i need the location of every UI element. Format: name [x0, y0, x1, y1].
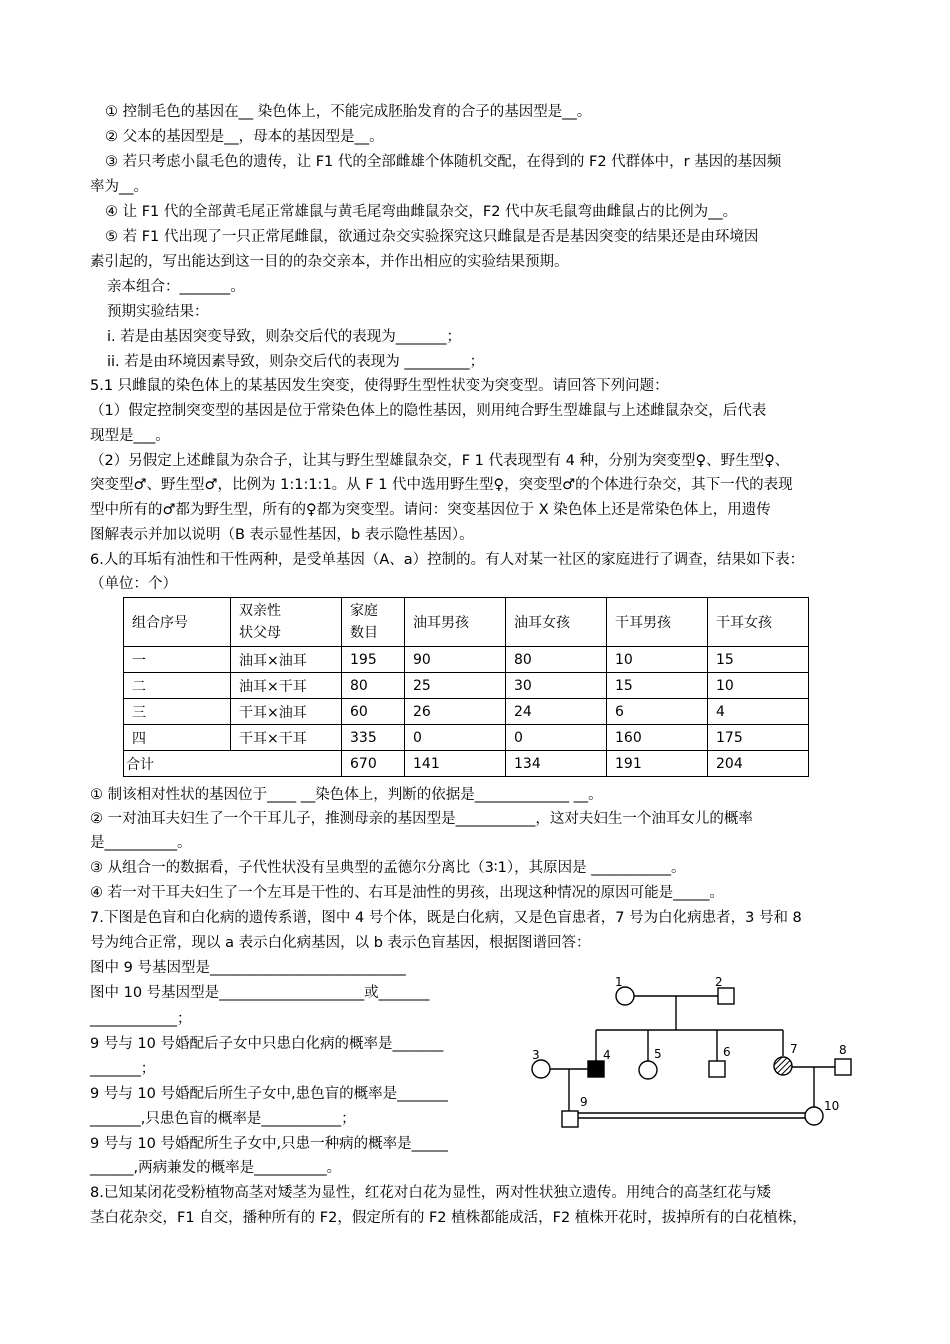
- table-cell: 335: [342, 725, 405, 751]
- text-line: 现型是___。: [90, 428, 170, 444]
- text-line: 型中所有的♂都为野生型，所有的♀都为突变型。请问：突变基因位于 X 染色体上还是常染色体上，用遗传: [90, 502, 771, 518]
- pedigree-label: 3: [532, 1048, 540, 1062]
- text-line: _______,只患色盲的概率是___________；: [90, 1111, 356, 1127]
- table-cell: 24: [506, 699, 607, 725]
- table-cell: 10: [607, 647, 708, 673]
- text-line: 亲本组合：_______。: [107, 279, 245, 295]
- text-line: ④ 让 F1 代的全部黄毛尾正常雄鼠与黄毛尾弯曲雌鼠杂交，F2 代中灰毛鼠弯曲雌鼠占的比例为__。: [105, 204, 738, 220]
- text-line: i. 若是由基因突变导致，则杂交后代的表现为_______；: [107, 329, 461, 345]
- text-line: ④ 若一对干耳夫妇生了一个左耳是干性的、右耳是油性的男孩，出现这种情况的原因可能是_____。: [90, 885, 724, 901]
- table-cell: 一: [124, 647, 231, 673]
- table-cell: 80: [506, 647, 607, 673]
- pedigree-label: 10: [824, 1099, 840, 1113]
- pedigree-male-2: [718, 988, 734, 1004]
- table-total-row: [124, 751, 809, 777]
- table-cell: 30: [506, 673, 607, 699]
- text-line: ③ 若只考虑小鼠毛色的遗传，让 F1 代的全部雌雄个体随机交配，在得到的 F2 代群体中，r 基因的基因频: [105, 154, 782, 170]
- table-header-cell: 干耳女孩: [708, 598, 809, 647]
- table-cell: 10: [708, 673, 809, 699]
- text-line: 是__________。: [90, 835, 192, 851]
- table-cell: 670: [342, 751, 405, 777]
- text-line: 图解表示并加以说明（B 表示显性基因，b 表示隐性基因）。: [90, 527, 474, 543]
- question-8-title: 8.已知某闭花受粉植物高茎对矮茎为显性，红花对白花为显性，两对性状独立遗传。用纯合的高茎红花与矮: [90, 1185, 771, 1201]
- text-line: _______；: [90, 1061, 156, 1077]
- text-line: 9 号与 10 号婚配后所生子女中,患色盲的概率是_______: [90, 1086, 448, 1102]
- table-cell: 175: [708, 725, 809, 751]
- pedigree-female-7-affected: [774, 1057, 792, 1075]
- text-line: 9 号与 10 号婚配后子女中只患白化病的概率是_______: [90, 1036, 444, 1052]
- table-header-cell: 油耳男孩: [405, 598, 506, 647]
- table-row: [124, 725, 809, 751]
- table-cell: 195: [342, 647, 405, 673]
- text-line: 9 号与 10 号婚配所生子女中,只患一种病的概率是_____: [90, 1136, 448, 1152]
- table-row: [124, 647, 809, 673]
- text-line: 图中 10 号基因型是____________________或_______: [90, 985, 430, 1001]
- table-cell: 80: [342, 673, 405, 699]
- text-line: ② 一对油耳夫妇生了一个干耳儿子，推测母亲的基因型是___________，这对夫妇生一个油耳女儿的概率: [90, 811, 753, 827]
- question-6-title: 6.人的耳垢有油性和干性两种，是受单基因（A、a）控制的。有人对某一社区的家庭进行了调查，结果如下表：: [90, 552, 805, 568]
- text-line: 图中 9 号基因型是___________________________: [90, 960, 406, 976]
- table-row: [124, 699, 809, 725]
- text-line: 号为纯合正常，现以 a 表示白化病基因，以 b 表示色盲基因，根据图谱回答：: [90, 935, 591, 951]
- question-7-title: 7.下图是色盲和白化病的遗传系谱，图中 4 号个体，既是白化病，又是色盲患者，7 号为白化病患者，3 号和 8: [90, 910, 802, 926]
- text-line: ③ 从组合一的数据看，子代性状没有呈典型的孟德尔分离比（3∶1），其原因是 ___________。: [90, 860, 686, 876]
- table-cell: 15: [607, 673, 708, 699]
- pedigree-male-4-affected: [588, 1061, 604, 1077]
- table-cell: 干耳×干耳: [231, 725, 342, 751]
- table-header-cell: 家庭 数目: [342, 598, 405, 647]
- pedigree-label: 9: [580, 1095, 588, 1109]
- pedigree-female-3: [532, 1060, 550, 1078]
- table-cell: 160: [607, 725, 708, 751]
- table-cell: 134: [506, 751, 607, 777]
- table-header-cell: 双亲性 状父母: [231, 598, 342, 647]
- text-line: ① 控制毛色的基因在__ 染色体上，不能完成胚胎发育的合子的基因型是__。: [105, 104, 592, 120]
- pedigree-chart: [525, 975, 870, 1135]
- pedigree-label: 8: [839, 1043, 847, 1057]
- text-line: ii. 若是由环境因素导致，则杂交后代的表现为 _________；: [107, 354, 485, 370]
- pedigree-label: 6: [723, 1045, 731, 1059]
- text-line: （单位：个）: [90, 576, 177, 592]
- table-cell: 四: [124, 725, 231, 751]
- table-cell: 三: [124, 699, 231, 725]
- pedigree-female-1: [616, 987, 634, 1005]
- text-line: 率为__。: [90, 179, 148, 195]
- pedigree-label: 2: [715, 975, 723, 989]
- text-line: ① 制该相对性状的基因位于____ __染色体上，判断的依据是_____________ __。: [90, 787, 603, 803]
- text-line: ② 父本的基因型是__，母本的基因型是__。: [105, 129, 384, 145]
- table-cell: 60: [342, 699, 405, 725]
- text-line: 预期实验结果：: [107, 304, 209, 320]
- table-cell: 干耳×油耳: [231, 699, 342, 725]
- table-cell: 15: [708, 647, 809, 673]
- text-line: 突变型♂、野生型♂，比例为 1:1:1:1。从 F 1 代中选用野生型♀，突变型♂的个体进行杂交，其下一代的表现: [90, 477, 793, 493]
- survey-table: [123, 597, 809, 777]
- table-cell: 191: [607, 751, 708, 777]
- table-cell: 0: [506, 725, 607, 751]
- table-header-cell: 干耳男孩: [607, 598, 708, 647]
- pedigree-female-10: [805, 1107, 823, 1125]
- table-header-cell: 油耳女孩: [506, 598, 607, 647]
- table-cell: 合计: [124, 751, 342, 777]
- text-line: ______,两病兼发的概率是__________。: [90, 1160, 342, 1176]
- text-line: ____________；: [90, 1011, 192, 1027]
- pedigree-female-5: [639, 1061, 657, 1079]
- table-header-cell: 组合序号: [124, 598, 231, 647]
- pedigree-male-9: [562, 1111, 578, 1127]
- pedigree-label: 4: [603, 1048, 611, 1062]
- pedigree-label: 5: [654, 1047, 662, 1061]
- table-cell: 油耳×干耳: [231, 673, 342, 699]
- pedigree-label: 1: [615, 975, 623, 989]
- pedigree-label: 7: [790, 1042, 798, 1056]
- table-cell: 油耳×油耳: [231, 647, 342, 673]
- table-cell: 25: [405, 673, 506, 699]
- pedigree-male-6: [709, 1061, 725, 1077]
- table-cell: 4: [708, 699, 809, 725]
- table-cell: 6: [607, 699, 708, 725]
- table-cell: 141: [405, 751, 506, 777]
- question-5-title: 5.1 只雌鼠的染色体上的某基因发生突变，使得野生型性状变为突变型。请回答下列问题：: [90, 378, 669, 394]
- text-line: （1）假定控制突变型的基因是位于常染色体上的隐性基因，则用纯合野生型雄鼠与上述雌鼠杂交，后代表: [90, 403, 767, 419]
- table-header-row: [124, 598, 809, 647]
- table-row: [124, 673, 809, 699]
- pedigree-male-8: [835, 1059, 851, 1075]
- table-cell: 204: [708, 751, 809, 777]
- text-line: 素引起的，写出能达到这一目的的杂交亲本，并作出相应的实验结果预期。: [90, 254, 569, 270]
- table-cell: 90: [405, 647, 506, 673]
- table-cell: 二: [124, 673, 231, 699]
- text-line: 茎白花杂交，F1 自交，播种所有的 F2，假定所有的 F2 植株都能成活，F2 植株开花时，拔掉所有的白花植株，: [90, 1210, 807, 1226]
- text-line: ⑤ 若 F1 代出现了一只正常尾雌鼠，欲通过杂交实验探究这只雌鼠是否是基因突变的结果还是由环境因: [105, 229, 759, 245]
- table-cell: 26: [405, 699, 506, 725]
- table-cell: 0: [405, 725, 506, 751]
- text-line: （2）另假定上述雌鼠为杂合子，让其与野生型雄鼠杂交，F 1 代表现型有 4 种，分别为突变型♀、野生型♀、: [90, 453, 790, 469]
